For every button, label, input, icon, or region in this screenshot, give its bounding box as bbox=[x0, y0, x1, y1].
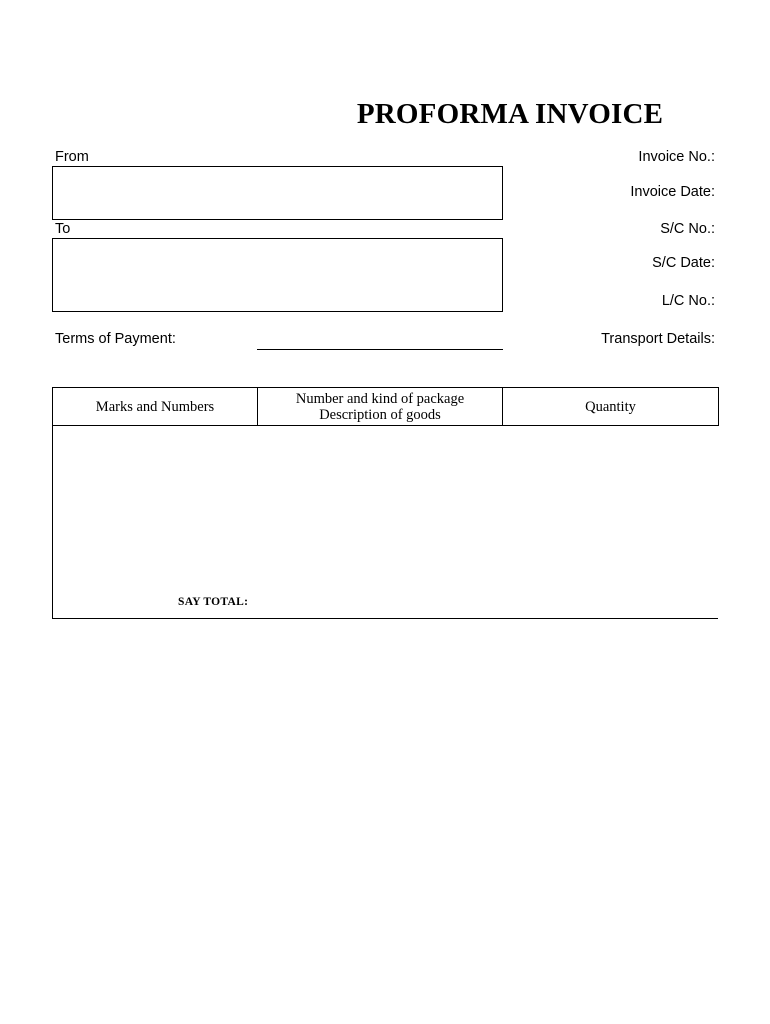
from-address-box[interactable] bbox=[52, 166, 503, 220]
document-title: PROFORMA INVOICE bbox=[356, 98, 664, 130]
terms-of-payment-label: Terms of Payment: bbox=[55, 331, 176, 347]
lc-no-label: L/C No.: bbox=[661, 293, 715, 309]
sc-date-label: S/C Date: bbox=[652, 255, 715, 271]
transport-details-label: Transport Details: bbox=[601, 331, 715, 347]
goods-table-header-row bbox=[53, 388, 719, 426]
terms-of-payment-line[interactable] bbox=[257, 349, 503, 350]
say-total-label: SAY TOTAL: bbox=[178, 596, 249, 608]
sc-no-label: S/C No.: bbox=[660, 221, 715, 237]
to-address-box[interactable] bbox=[52, 238, 503, 312]
invoice-no-label: Invoice No.: bbox=[638, 149, 715, 165]
column-header-marks-and-numbers: Marks and Numbers bbox=[53, 388, 258, 426]
from-label: From bbox=[55, 149, 89, 165]
column-header-package-description bbox=[258, 388, 503, 426]
column-header-quantity: Quantity bbox=[503, 388, 719, 426]
to-label: To bbox=[55, 221, 71, 237]
goods-table bbox=[52, 387, 719, 426]
column-header-description-line: Description of goods bbox=[319, 406, 441, 423]
column-header-package-line: Number and kind of package bbox=[295, 390, 465, 407]
invoice-date-label: Invoice Date: bbox=[630, 184, 715, 200]
goods-table-body[interactable] bbox=[52, 426, 718, 619]
